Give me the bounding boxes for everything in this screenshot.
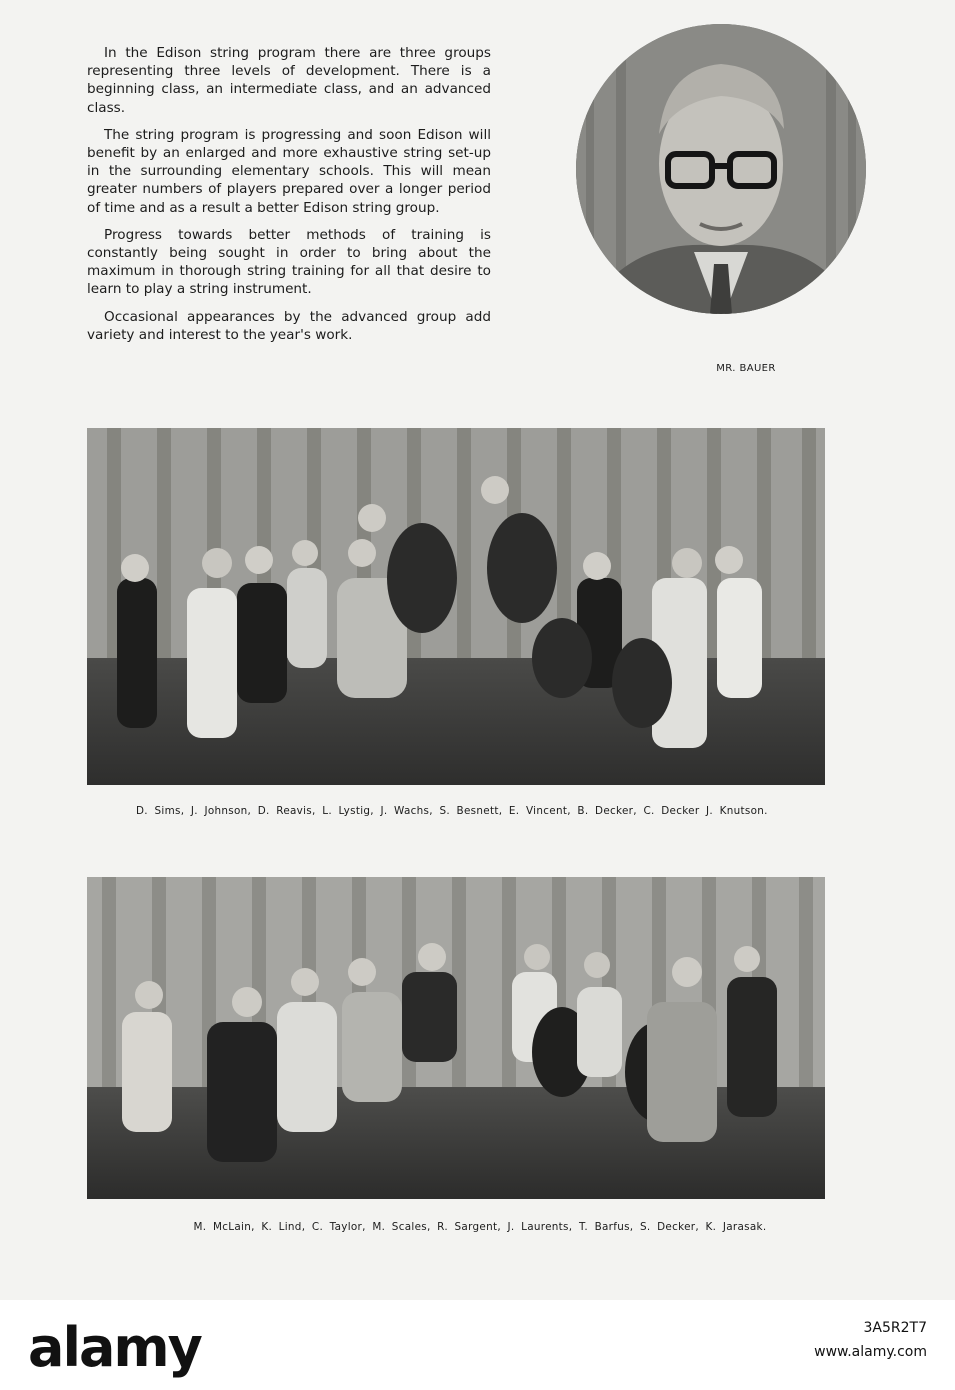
portrait-caption: MR. BAUER [716,363,776,374]
intro-paragraph-4: Occasional appearances by the advanced group add variety and interest to the year's work. [87,308,491,343]
intro-paragraph-2: The string program is progressing and soon Edison will benefit by an enlarged and more exhaustive string set-up in the surrounding elementary schools. This will mean greater numbers of players prepared over a longer period of time and as a result a better Edison string group. [87,126,491,216]
site-url: www.alamy.com [814,1344,927,1360]
intro-paragraph-1: In the Edison string program there are three groups representing three levels of development. There is a beginning class, an intermediate class, and an advanced class. [87,45,491,116]
advanced-group-caption: D. Sims, J. Johnson, D. Reavis, L. Lystig, J. Wachs, S. Besnett, E. Vincent, B. Decker, C. Decker J. Knutson. [136,805,768,817]
image-id: 3A5R2T7 [863,1320,927,1336]
advanced-group-photo [87,428,825,785]
watermark-footer [0,1300,955,1390]
intro-paragraph-3: Progress towards better methods of training is constantly being sought in order to bring about the maximum in thorough string training for all that desire to learn to play a string instrument. [87,226,491,298]
intermediate-group-photo [87,877,825,1199]
brand-logo: alamy [28,1316,201,1379]
intermediate-group-caption: M. McLain, K. Lind, C. Taylor, M. Scales, R. Sargent, J. Laurents, T. Barfus, S. Decker, K. Jarasak. [193,1221,767,1233]
intro-text [87,44,491,353]
portrait-photo [576,24,866,314]
